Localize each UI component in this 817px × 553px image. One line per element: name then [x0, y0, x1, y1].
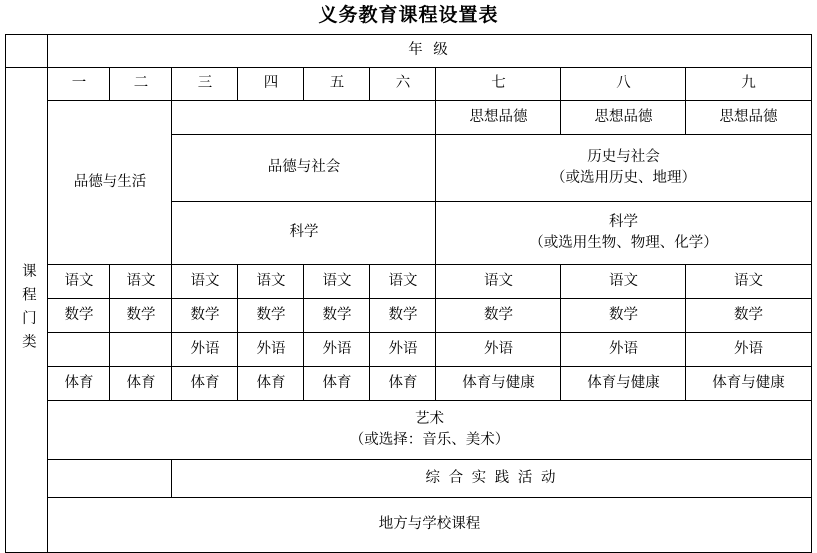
- grade-cell-7: 七: [436, 67, 561, 100]
- subject-chinese-8: 语文: [561, 264, 686, 298]
- subject-morals-grade7: 思想品德: [436, 100, 561, 134]
- subject-math-4: 数学: [238, 298, 304, 332]
- table-row-comprehensive-practice: [6, 459, 811, 497]
- table-row-art: [6, 400, 811, 459]
- subject-history-society-note: （或选用历史、地理）: [550, 169, 696, 186]
- table-row-morals-top: [6, 100, 811, 134]
- subject-history-society: [436, 134, 811, 201]
- subject-pe-3: 体育: [172, 366, 238, 400]
- subject-foreign-5: 外语: [304, 332, 370, 366]
- subject-art-note: （或选择：音乐、美术）: [349, 431, 510, 448]
- subject-science-upper: [436, 201, 811, 264]
- subject-math-1: 数学: [48, 298, 110, 332]
- page-title: 义务教育课程设置表: [318, 4, 499, 26]
- subject-pe-1: 体育: [48, 366, 110, 400]
- subject-chinese-5: 语文: [304, 264, 370, 298]
- subject-pe-6: 体育: [370, 366, 436, 400]
- subject-math-5: 数学: [304, 298, 370, 332]
- subject-morals-life: 品德与生活: [48, 100, 172, 264]
- grade-cell-8: 八: [561, 67, 686, 100]
- subject-foreign-6: 外语: [370, 332, 436, 366]
- category-label-text: 课程门类: [19, 262, 36, 357]
- subject-foreign-4: 外语: [238, 332, 304, 366]
- category-label-cell: [6, 67, 48, 552]
- subject-math-6: 数学: [370, 298, 436, 332]
- subject-chinese-3: 语文: [172, 264, 238, 298]
- subject-chinese-4: 语文: [238, 264, 304, 298]
- grade-cell-1: 一: [48, 67, 110, 100]
- subject-chinese-9: 语文: [686, 264, 811, 298]
- subject-math-7: 数学: [436, 298, 561, 332]
- subject-pe-4: 体育: [238, 366, 304, 400]
- grade-cell-5: 五: [304, 67, 370, 100]
- grade-cell-3: 三: [172, 67, 238, 100]
- subject-math-9: 数学: [686, 298, 811, 332]
- subject-foreign-9: 外语: [686, 332, 811, 366]
- subject-art-main: 艺术: [414, 410, 444, 427]
- subject-practice-empty: [48, 459, 172, 497]
- subject-comprehensive-practice: 综 合 实 践 活 动: [172, 459, 811, 497]
- subject-foreign-8: 外语: [561, 332, 686, 366]
- subject-foreign-1-empty: [48, 332, 110, 366]
- grade-cell-4: 四: [238, 67, 304, 100]
- subject-math-8: 数学: [561, 298, 686, 332]
- grade-cell-6: 六: [370, 67, 436, 100]
- subject-pe-health-9: 体育与健康: [686, 366, 811, 400]
- subject-local-school: 地方与学校课程: [48, 497, 811, 552]
- grade-cell-2: 二: [110, 67, 172, 100]
- subject-pe-health-8: 体育与健康: [561, 366, 686, 400]
- subject-chinese-7: 语文: [436, 264, 561, 298]
- subject-placeholder-lower: [172, 100, 436, 134]
- subject-math-3: 数学: [172, 298, 238, 332]
- grade-header-cell: 年 级: [48, 34, 811, 67]
- table-row-chinese: [6, 264, 811, 298]
- subject-pe-health-7: 体育与健康: [436, 366, 561, 400]
- subject-history-society-main: 历史与社会: [587, 148, 660, 165]
- subject-science-upper-note: （或选用生物、物理、化学）: [529, 234, 718, 251]
- grade-cell-9: 九: [686, 67, 811, 100]
- subject-science-lower: 科学: [172, 201, 436, 264]
- subject-science-upper-main: 科学: [608, 213, 638, 230]
- subject-foreign-3: 外语: [172, 332, 238, 366]
- subject-morals-grade9: 思想品德: [686, 100, 811, 134]
- subject-morals-grade8: 思想品德: [561, 100, 686, 134]
- table-row-grade-header: [6, 34, 811, 67]
- subject-art: [48, 400, 811, 459]
- subject-math-2: 数学: [110, 298, 172, 332]
- table-row-local-school: [6, 497, 811, 552]
- subject-chinese-1: 语文: [48, 264, 110, 298]
- subject-pe-2: 体育: [110, 366, 172, 400]
- subject-foreign-7: 外语: [436, 332, 561, 366]
- table-row-pe: [6, 366, 811, 400]
- table-row-grade-numbers: [6, 67, 811, 100]
- table-row-math: [6, 298, 811, 332]
- subject-chinese-6: 语文: [370, 264, 436, 298]
- subject-morals-society: 品德与社会: [172, 134, 436, 201]
- subject-chinese-2: 语文: [110, 264, 172, 298]
- corner-cell: [6, 34, 48, 67]
- table-row-foreign: [6, 332, 811, 366]
- curriculum-table: [5, 34, 811, 553]
- subject-foreign-2-empty: [110, 332, 172, 366]
- subject-pe-5: 体育: [304, 366, 370, 400]
